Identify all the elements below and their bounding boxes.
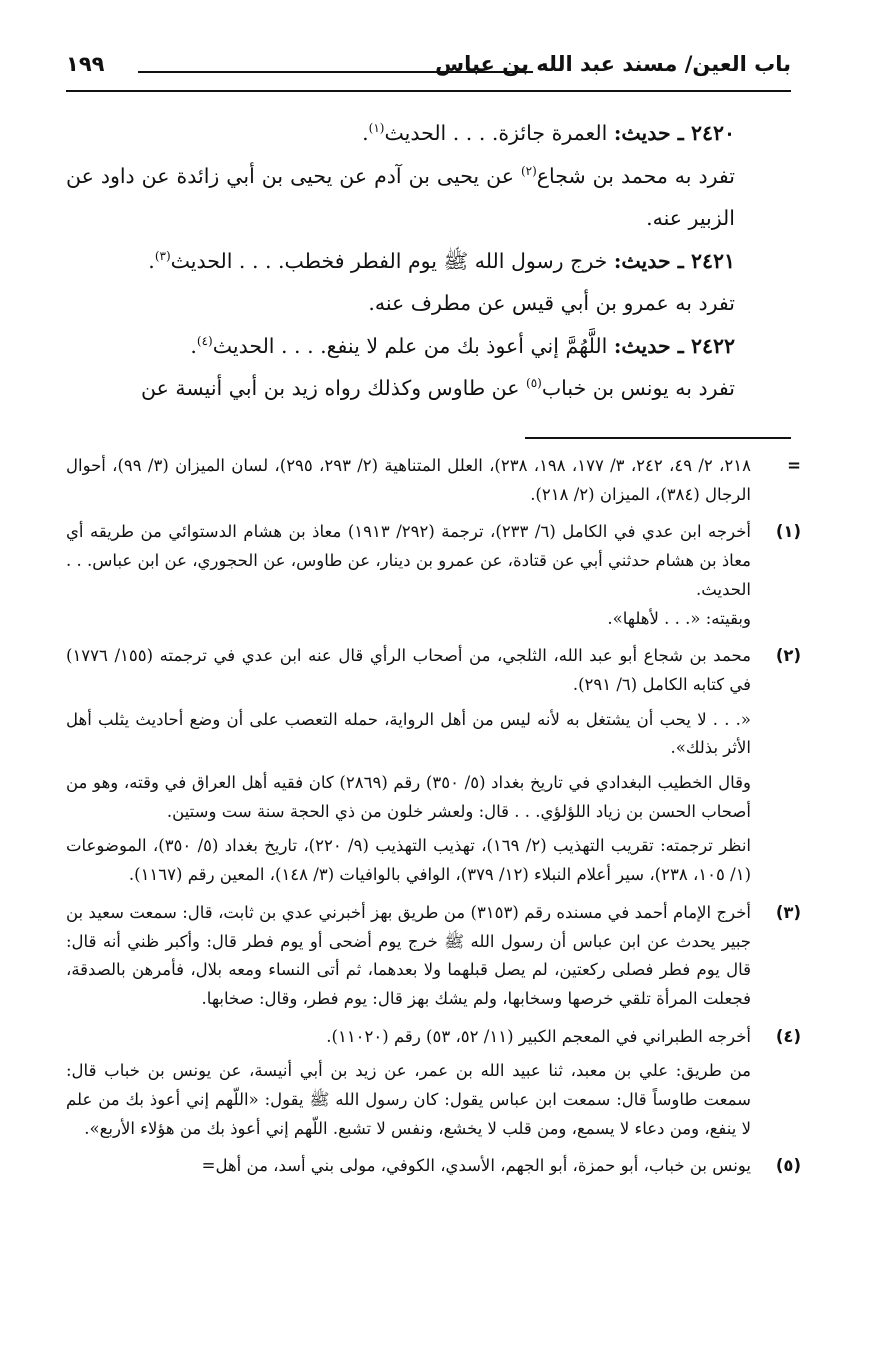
remark-2422 [66, 367, 791, 410]
hadith-2421 [66, 240, 791, 283]
footnote-marker: (٢) [775, 646, 801, 666]
remark-2421 [66, 282, 791, 325]
footnote-1 [66, 518, 801, 633]
main-text [66, 112, 791, 410]
footnote-text: من طريق: علي بن معبد، ثنا عبيد الله بن عمر، عن زيد بن أبي أنيسة، عن يونس بن خباب قال: سمعت طاوساً قال: سمعت ابن عباس يقول: كان رسول الله ﷺ يقول: «اللّهم إني أعوذ بك من علم لا ينفع، ومن دعاء لا يسمع، ومن قلب لا يخشع، ونفس لا تشبع. اللّهم إني أعوذ بك من هؤلاء الأربع». [66, 1061, 751, 1138]
hadith-number: ٢٤٢٠ ـ حديث: [613, 121, 735, 145]
footnote-marker: (٤) [775, 1026, 801, 1046]
hadith-text: خرج رسول الله ﷺ يوم الفطر فخطب. . . . الحديث [170, 248, 614, 273]
page-number: ١٩٩ [66, 52, 105, 76]
footnote-marker: (١) [775, 522, 801, 542]
footnote-text: أخرجه ابن عدي في الكامل (٦/ ٢٣٣)، ترجمة (٢٩٢/ ١٩١٣) معاذ بن هشام الدستوائي من طريقه أي معاذ بن هشام حدثني أبي عن قتادة، عن عمرو بن دينار، عن طاوس، عن الحجوري، عن ابن عباس. . . الحديث. [66, 522, 751, 599]
footnote-ref[interactable]: (٣) [154, 248, 171, 263]
hadith-number: ٢٤٢١ ـ حديث: [613, 248, 735, 273]
footnote-text: ٢١٨، ٢/ ٤٩، ٢٤٢، ٣/ ١٧٧، ١٩٨، ٢٣٨)، العلل المتناهية (٢/ ٢٩٣، ٢٩٥)، لسان الميزان (٣/ ٩٩)، أحوال الرجال (٣٨٤)، الميزان (٢/ ٢١٨). [66, 456, 751, 504]
footnote-text: وبقيته: «. . . لأهلها». [607, 608, 751, 628]
footnote-text: محمد بن شجاع أبو عبد الله، الثلجي، من أصحاب الرأي قال عنه ابن عدي في ترجمته (١٥٥/ ١٧٧٦) في كتابه الكامل (٦/ ٢٩١). [66, 646, 751, 694]
header-line [138, 71, 533, 73]
footnote-ref[interactable]: (٤) [196, 333, 213, 348]
footnote-text: أخرج الإمام أحمد في مسنده رقم (٣١٥٣) من طريق بهز أخبرني عدي بن ثابت، قال: سمعت سعيد بن جبير يحدث عن ابن عباس أن رسول الله ﷺ خرج يوم أضحى أو يوم فطر قال: وأكبر ظني أنه قال: قال يوم فطر فصلى ركعتين، لم يصل قبلهما ولا بعدهما، ثم أتى النساء ومعه بلال، فأمرهن بالصدقة، فجعلت المرأة تلقي خرصها وسخابها، ولم يشك بهز قال: يوم فطر، وقال: صخابها. [66, 902, 751, 1008]
hadith-2420 [66, 112, 791, 155]
footnote-separator [525, 437, 791, 439]
period: . [148, 248, 155, 273]
hadith-text: العمرة جائزة. . . . الحديث [384, 121, 614, 145]
footnote-continuation [66, 452, 801, 509]
footnote-text: انظر ترجمته: تقريب التهذيب (٢/ ١٦٩)، تهذيب التهذيب (٩/ ٢٢٠)، تاريخ بغداد (٥/ ٣٥٠)، الموضوعات (١/ ١٠٥، ٢٣٨)، سير أعلام النبلاء (١٢/ ٣٧٩)، الوافي بالوافيات (٣/ ١٤٨)، المعين رقم (١١٦٧). [66, 836, 752, 885]
remark-text: عن يحيى بن آدم عن يحيى بن أبي زائدة عن داود عن الزبير عنه. [66, 163, 735, 230]
hadith-number: ٢٤٢٢ ـ حديث: [613, 333, 735, 358]
header-rule [66, 90, 791, 92]
footnote-marker: = [787, 456, 801, 475]
footnote-ref[interactable]: (٥) [526, 376, 542, 391]
remark-text: تفرد به محمد بن شجاع [536, 163, 736, 188]
running-header [66, 52, 791, 86]
running-header-title: باب العين/ مسند عبد الله بن عباس [435, 52, 791, 76]
footnote-3 [66, 899, 801, 1014]
footnote-text: وقال الخطيب البغدادي في تاريخ بغداد (٥/ ٣٥٠) رقم (٢٨٦٩) كان فقيه أهل العراق في وقته، وهو من أصحاب الحسن بن زياد اللؤلؤي. . . قال: ولعشر خلون من ذي الحجة سنة ست وستين. [66, 773, 752, 821]
footnote-text: يونس بن خباب، أبو حمزة، أبو الجهم، الأسدي، الكوفي، مولى بني أسد، من أهل= [201, 1156, 751, 1176]
footnotes [66, 452, 801, 1190]
footnote-ref[interactable]: (١) [368, 121, 385, 136]
period: . [362, 121, 369, 145]
footnote-4 [66, 1023, 801, 1144]
remark-text: تفرد به يونس بن خباب [541, 376, 735, 400]
footnote-ref[interactable]: (٢) [520, 163, 537, 178]
footnote-marker: (٣) [775, 902, 801, 922]
footnote-quote: «. . . لا يحب أن يشتغل به لأنه ليس من أهل الرواية، حمله التعصب على أن وضع أحاديث يثلب أهل الأثر بذلك». [66, 709, 751, 758]
remark-2420 [66, 155, 791, 240]
footnote-text: أخرجه الطبراني في المعجم الكبير (١١/ ٥٢، ٥٣) رقم (١١٠٢٠). [326, 1026, 751, 1046]
footnote-5 [66, 1152, 801, 1181]
footnote-2 [66, 642, 801, 890]
period: . [190, 333, 197, 358]
footnote-marker: (٥) [775, 1156, 801, 1176]
remark-text: عن طاوس وكذلك رواه زيد بن أبي أنيسة عن [141, 376, 527, 400]
hadith-2422 [66, 325, 791, 368]
remark-text: تفرد به عمرو بن أبي قيس عن مطرف عنه. [368, 291, 735, 315]
hadith-text: اللَّهُمَّ إني أعوذ بك من علم لا ينفع. . . . الحديث [212, 333, 614, 358]
